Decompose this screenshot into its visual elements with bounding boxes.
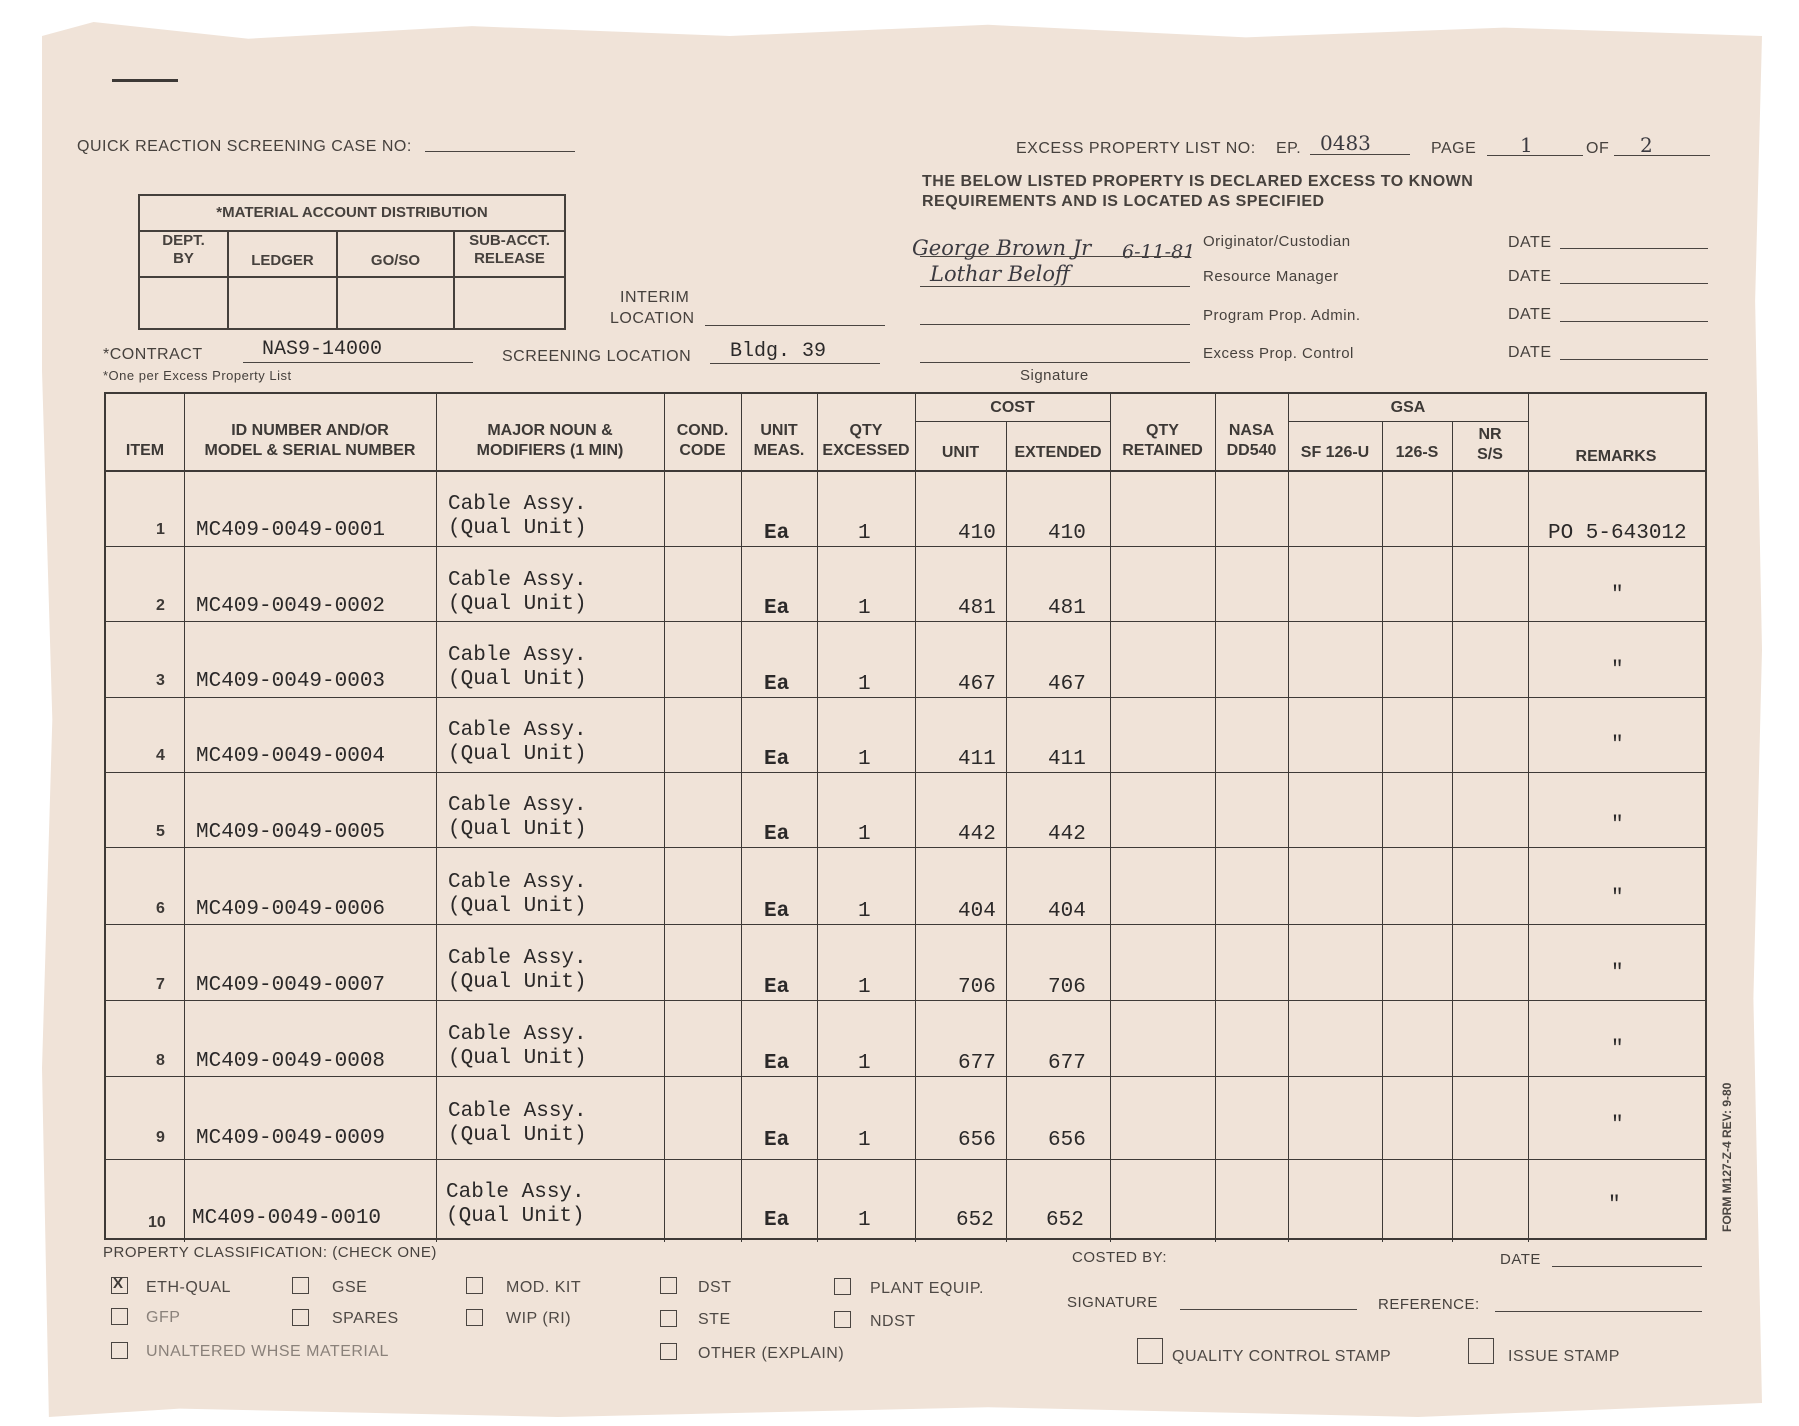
row-extended-cost: 706 xyxy=(1048,976,1086,999)
program-line[interactable] xyxy=(920,324,1190,325)
costed-by-label: COSTED BY: xyxy=(1072,1249,1168,1266)
row-id: MC409-0049-0010 xyxy=(192,1207,382,1230)
reference-label: REFERENCE: xyxy=(1378,1296,1480,1313)
ndst-label: NDST xyxy=(870,1313,916,1330)
header-unit-1: UNIT xyxy=(760,422,798,439)
row-extended-cost: 442 xyxy=(1048,823,1086,846)
modkit-label: MOD. KIT xyxy=(506,1279,582,1296)
ste-label: STE xyxy=(698,1311,731,1328)
gse-checkbox[interactable] xyxy=(292,1277,309,1294)
row-noun-1: Cable Assy. xyxy=(448,794,587,817)
row-noun-1: Cable Assy. xyxy=(448,1023,587,1046)
row-meas: Ea xyxy=(764,1209,790,1232)
row-unit-cost: 677 xyxy=(958,1052,996,1075)
gfp-label: GFP xyxy=(146,1309,181,1326)
row-unit-cost: 411 xyxy=(958,748,996,771)
contract-line xyxy=(243,362,473,363)
row-meas: Ea xyxy=(764,976,790,999)
contract-note: *One per Excess Property List xyxy=(103,368,292,383)
row-unit-cost: 652 xyxy=(956,1209,994,1232)
spares-label: SPARES xyxy=(332,1310,399,1327)
footer-signature-field[interactable] xyxy=(1180,1309,1357,1310)
row-meas: Ea xyxy=(764,597,790,620)
dst-label: DST xyxy=(698,1279,732,1296)
plant-label: PLANT EQUIP. xyxy=(870,1280,984,1297)
row-id: MC409-0049-0008 xyxy=(196,1050,386,1073)
spares-checkbox[interactable] xyxy=(292,1309,309,1326)
row-qty: 1 xyxy=(858,823,871,846)
ep-number: 0483 xyxy=(1320,131,1371,155)
other-label: OTHER (EXPLAIN) xyxy=(698,1345,845,1362)
header-noun-2: MODIFIERS (1 MIN) xyxy=(476,442,624,459)
row-meas: Ea xyxy=(764,748,790,771)
row-remarks: " xyxy=(1611,887,1624,910)
header-qtyr-1: QTY xyxy=(1146,422,1179,439)
header-item: ITEM xyxy=(125,442,165,459)
row-item: 8 xyxy=(156,1052,165,1069)
row-item: 6 xyxy=(156,900,165,917)
interim-label-2: LOCATION xyxy=(610,310,695,327)
header-cost: COST xyxy=(990,399,1035,416)
row-noun-1: Cable Assy. xyxy=(448,644,587,667)
row-item: 5 xyxy=(156,823,165,840)
row-unit-cost: 656 xyxy=(958,1129,996,1152)
row-item: 10 xyxy=(148,1214,166,1231)
qc-stamp-checkbox[interactable] xyxy=(1137,1338,1163,1364)
issue-stamp-label: ISSUE STAMP xyxy=(1508,1348,1620,1365)
ste-checkbox[interactable] xyxy=(660,1310,677,1327)
row-id: MC409-0049-0001 xyxy=(196,519,386,542)
ndst-checkbox[interactable] xyxy=(834,1311,851,1328)
row-item: 1 xyxy=(156,521,165,538)
row-meas: Ea xyxy=(764,522,790,545)
row-extended-cost: 411 xyxy=(1048,748,1086,771)
footer-date-field[interactable] xyxy=(1552,1266,1702,1267)
handwritten-signature-1: George Brown Jr xyxy=(912,236,1092,260)
contract-label: *CONTRACT xyxy=(103,346,203,363)
material-account-title: *MATERIAL ACCOUNT DISTRIBUTION xyxy=(140,196,564,232)
interim-label-1: INTERIM xyxy=(620,289,690,306)
row-noun-2: (Qual Unit) xyxy=(448,818,587,841)
ep-number-line xyxy=(1310,154,1410,155)
row-id: MC409-0049-0009 xyxy=(196,1127,386,1150)
header-cond-2: CODE xyxy=(679,442,726,459)
row-noun-1: Cable Assy. xyxy=(446,1181,585,1204)
qc-stamp-label: QUALITY CONTROL STAMP xyxy=(1172,1348,1392,1365)
interim-location-field[interactable] xyxy=(705,325,885,326)
row-qty: 1 xyxy=(858,1209,871,1232)
header-noun-1: MAJOR NOUN & xyxy=(487,422,613,439)
row-remarks: " xyxy=(1611,584,1624,607)
footer-date-label: DATE xyxy=(1500,1251,1541,1268)
material-account-box xyxy=(138,194,566,330)
date-label-2: DATE xyxy=(1508,268,1552,285)
handwritten-signature-2: Lothar Beloff xyxy=(930,262,1070,286)
row-item: 4 xyxy=(156,747,165,764)
screening-value: Bldg. 39 xyxy=(730,340,827,363)
row-remarks: " xyxy=(1611,1114,1624,1137)
row-noun-2: (Qual Unit) xyxy=(448,593,587,616)
page-number-line xyxy=(1487,155,1583,156)
row-id: MC409-0049-0007 xyxy=(196,974,386,997)
issue-stamp-checkbox[interactable] xyxy=(1468,1338,1494,1364)
date-label-1: DATE xyxy=(1508,234,1552,251)
ep-prefix: EP. xyxy=(1276,140,1302,157)
header-nr-1: NR xyxy=(1478,426,1502,443)
plant-checkbox[interactable] xyxy=(834,1278,851,1295)
unaltered-label: UNALTERED WHSE MATERIAL xyxy=(146,1343,389,1360)
row-item: 9 xyxy=(156,1129,165,1146)
row-noun-2: (Qual Unit) xyxy=(448,668,587,691)
classification-title: PROPERTY CLASSIFICATION: (CHECK ONE) xyxy=(103,1244,437,1261)
row-qty: 1 xyxy=(858,1052,871,1075)
row-noun-2: (Qual Unit) xyxy=(448,517,587,540)
page-total-line xyxy=(1614,155,1710,156)
quick-reaction-field[interactable] xyxy=(425,151,575,152)
handwritten-date: 6-11-81 xyxy=(1122,241,1196,263)
header-cond-1: COND. xyxy=(676,422,729,439)
check-mark: X xyxy=(113,1275,124,1292)
gfp-checkbox[interactable] xyxy=(111,1308,128,1325)
header-unit-2: MEAS. xyxy=(753,442,805,459)
gse-label: GSE xyxy=(332,1279,368,1296)
reference-field[interactable] xyxy=(1495,1311,1702,1312)
row-remarks: " xyxy=(1611,962,1624,985)
header-nasa-1: NASA xyxy=(1228,422,1275,439)
header-id-2: MODEL & SERIAL NUMBER xyxy=(204,442,416,459)
header-sf126u: SF 126-U xyxy=(1300,444,1370,461)
originator-line[interactable] xyxy=(920,256,1190,257)
date-field-2[interactable] xyxy=(1560,283,1708,284)
originator-label: Originator/Custodian xyxy=(1203,233,1351,250)
page-number: 1 xyxy=(1520,133,1533,157)
excess-property-table xyxy=(104,392,1707,1240)
row-remarks: " xyxy=(1611,814,1624,837)
row-extended-cost: 677 xyxy=(1048,1052,1086,1075)
header-cost-extended: EXTENDED xyxy=(1014,444,1102,461)
row-noun-1: Cable Assy. xyxy=(448,871,587,894)
row-meas: Ea xyxy=(764,1052,790,1075)
header-qtyr-2: RETAINED xyxy=(1122,442,1203,459)
footer-signature-label: SIGNATURE xyxy=(1067,1294,1158,1311)
row-id: MC409-0049-0006 xyxy=(196,898,386,921)
row-extended-cost: 467 xyxy=(1048,673,1086,696)
row-qty: 1 xyxy=(858,673,871,696)
row-noun-1: Cable Assy. xyxy=(448,1100,587,1123)
row-noun-1: Cable Assy. xyxy=(448,569,587,592)
header-id-1: ID NUMBER AND/OR xyxy=(231,422,389,439)
header-remarks: REMARKS xyxy=(1575,448,1657,465)
modkit-checkbox[interactable] xyxy=(466,1277,483,1294)
row-meas: Ea xyxy=(764,673,790,696)
row-qty: 1 xyxy=(858,900,871,923)
row-unit-cost: 442 xyxy=(958,823,996,846)
resource-line[interactable] xyxy=(920,286,1190,287)
contract-value: NAS9-14000 xyxy=(262,338,383,361)
row-extended-cost: 410 xyxy=(1048,522,1086,545)
date-field-4[interactable] xyxy=(1560,359,1708,360)
row-meas: Ea xyxy=(764,900,790,923)
row-qty: 1 xyxy=(858,748,871,771)
header-gsa: GSA xyxy=(1390,399,1426,416)
row-noun-2: (Qual Unit) xyxy=(448,1047,587,1070)
row-noun-2: (Qual Unit) xyxy=(448,895,587,918)
row-extended-cost: 652 xyxy=(1046,1209,1084,1232)
wip-label: WIP (RI) xyxy=(506,1310,572,1327)
row-noun-2: (Qual Unit) xyxy=(448,1124,587,1147)
row-meas: Ea xyxy=(764,1129,790,1152)
header-nasa-2: DD540 xyxy=(1226,442,1277,459)
header-nr-2: S/S xyxy=(1477,446,1503,463)
screening-label: SCREENING LOCATION xyxy=(502,348,692,365)
dst-checkbox[interactable] xyxy=(660,1277,677,1294)
mad-col-goso[interactable] xyxy=(338,230,455,328)
header-qty-2: EXCESSED xyxy=(822,442,910,459)
header-126s: 126-S xyxy=(1395,444,1439,461)
row-remarks: " xyxy=(1611,659,1624,682)
row-qty: 1 xyxy=(858,522,871,545)
date-field-1[interactable] xyxy=(1560,248,1708,249)
mad-col-subacct[interactable] xyxy=(455,230,564,328)
row-item: 7 xyxy=(156,976,165,993)
mad-col-ledger[interactable] xyxy=(229,230,338,328)
date-field-3[interactable] xyxy=(1560,321,1708,322)
row-remarks: " xyxy=(1608,1194,1621,1217)
excess-list-label: EXCESS PROPERTY LIST NO: xyxy=(1016,140,1256,157)
resource-label: Resource Manager xyxy=(1203,268,1339,285)
excess-line[interactable] xyxy=(920,362,1190,363)
program-label: Program Prop. Admin. xyxy=(1203,307,1361,324)
row-unit-cost: 481 xyxy=(958,597,996,620)
row-noun-1: Cable Assy. xyxy=(448,493,587,516)
row-unit-cost: 467 xyxy=(958,673,996,696)
date-label-3: DATE xyxy=(1508,306,1552,323)
eth-checkbox[interactable] xyxy=(111,1277,128,1294)
page-label: PAGE xyxy=(1431,140,1477,157)
row-id: MC409-0049-0002 xyxy=(196,595,386,618)
declared-text-2: REQUIREMENTS AND IS LOCATED AS SPECIFIED xyxy=(922,193,1325,210)
row-qty: 1 xyxy=(858,976,871,999)
of-label: OF xyxy=(1586,140,1610,157)
signature-caption: Signature xyxy=(1020,367,1089,384)
mad-head-dept: DEPT. BY xyxy=(162,232,205,267)
mad-head-subacct: SUB-ACCT. RELEASE xyxy=(469,232,550,267)
row-item: 3 xyxy=(156,672,165,689)
row-unit-cost: 404 xyxy=(958,900,996,923)
excess-label: Excess Prop. Control xyxy=(1203,345,1354,362)
row-item: 2 xyxy=(156,597,165,614)
page-total: 2 xyxy=(1640,133,1653,157)
row-noun-2: (Qual Unit) xyxy=(448,971,587,994)
row-extended-cost: 404 xyxy=(1048,900,1086,923)
row-extended-cost: 481 xyxy=(1048,597,1086,620)
row-remarks: " xyxy=(1611,1038,1624,1061)
row-qty: 1 xyxy=(858,1129,871,1152)
row-noun-1: Cable Assy. xyxy=(448,947,587,970)
row-meas: Ea xyxy=(764,823,790,846)
row-remarks: PO 5-643012 xyxy=(1548,522,1687,545)
row-noun-1: Cable Assy. xyxy=(448,719,587,742)
row-unit-cost: 410 xyxy=(958,522,996,545)
row-qty: 1 xyxy=(858,597,871,620)
row-id: MC409-0049-0005 xyxy=(196,821,386,844)
mad-head-ledger: LEDGER xyxy=(251,252,314,269)
screening-line xyxy=(710,363,880,364)
row-id: MC409-0049-0004 xyxy=(196,745,386,768)
other-checkbox[interactable] xyxy=(660,1343,677,1360)
quick-reaction-label: QUICK REACTION SCREENING CASE NO: xyxy=(77,138,412,155)
form-id: FORM M127-Z-4 REV: 9-80 xyxy=(1720,1082,1734,1232)
corner-dash xyxy=(112,79,178,82)
wip-checkbox[interactable] xyxy=(466,1309,483,1326)
unaltered-checkbox[interactable] xyxy=(111,1342,128,1359)
row-unit-cost: 706 xyxy=(958,976,996,999)
row-remarks: " xyxy=(1611,734,1624,757)
row-extended-cost: 656 xyxy=(1048,1129,1086,1152)
declared-text-1: THE BELOW LISTED PROPERTY IS DECLARED EXCESS TO KNOWN xyxy=(922,173,1474,190)
header-cost-unit: UNIT xyxy=(941,444,980,461)
mad-col-dept[interactable] xyxy=(140,230,229,328)
header-qty-1: QTY xyxy=(849,422,883,439)
row-noun-2: (Qual Unit) xyxy=(446,1205,585,1228)
row-noun-2: (Qual Unit) xyxy=(448,743,587,766)
row-id: MC409-0049-0003 xyxy=(196,670,386,693)
mad-head-goso: GO/SO xyxy=(370,252,421,269)
date-label-4: DATE xyxy=(1508,344,1552,361)
eth-label: ETH-QUAL xyxy=(146,1279,231,1296)
